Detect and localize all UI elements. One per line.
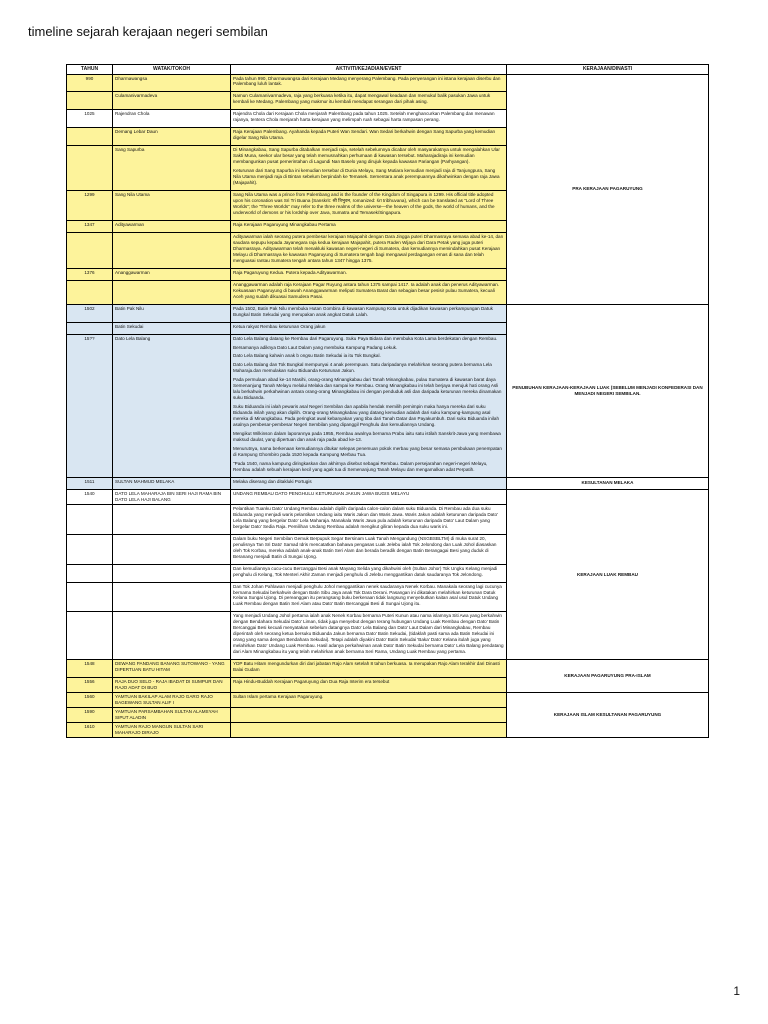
header-kingdom: KERAJAAN/DINASTI: [507, 65, 709, 75]
row-event: [231, 110, 507, 128]
row-year: [67, 564, 113, 582]
event-paragraph: Raja Kerajaan Palembang. Ayahanda kepada Puteri Wan Sendari. Wan Sedari berkahwin dengan Sang Sapurba yang kemudian digelar Sang Nila Utama.: [233, 129, 496, 141]
row-event: [231, 334, 507, 477]
row-figure: Demang Lebar Daun: [113, 128, 231, 146]
event-paragraph: Namun Culamanivarmadeva, raja yang berkuasa ketika itu, dapat mengawal keadaan dan memukul balik pasukan Jawa untuk kembali ke Medang. Palembang yang makmur itu kembali mendapat serangan dari pihak asing.: [233, 93, 491, 105]
row-figure: Ananggawarman: [113, 268, 231, 280]
row-event: [231, 477, 507, 489]
event-paragraph: YDP Batu Hitam mengundurkan diri dari jabatan Rajo Alam setelah 8 tahun berkuasa. Ia merupakan Rajo Alam terakhir dari Dinasti Balai Gudam: [233, 661, 500, 673]
kingdom-cell: KERAJAAN LUAK REMBAU: [507, 489, 709, 659]
event-paragraph: Dato Lela Balang dan Tok Bungkal mempunyai 4 anak perempuan. Satu daripadanya melahirkan seorang putera bernama Lela Maharaja.dan memulakan suku Biduanda Keturunan Jakun.: [233, 362, 492, 374]
row-event: [231, 564, 507, 582]
event-paragraph: Pelantikan Tuanku Dato' Undang Rembau adalah dipilih daripada calon-calon dalam suku Biduanda. Di Rembau ada dua suku Biduanda yang menjadi waris pelantikan Undang iaitu Waris Jakun dan Waris Jawa. Waris Jakun adalah keturunan daripada Dato' Lela Balang yang bergelar Dato' Lela Maharaja. Manakala Waris Jawa pula adalah keturunan daripada Dato' Laut Dalam yang bergelar Dato' Sedia Raja. Pemilihan Undang Rembau adalah mengikut giliran kepada dua suku waris ini.: [233, 505, 498, 529]
row-event: [231, 660, 507, 678]
row-year: [67, 280, 113, 304]
row-year: 1610: [67, 722, 113, 737]
row-year: 1548: [67, 660, 113, 678]
kingdom-cell: KERAJAAN ISLAM KESULTANAN PAGARUYUNG: [507, 693, 709, 738]
row-figure: [113, 280, 231, 304]
table-row: [67, 304, 709, 322]
row-figure: Culamanivarmadeva: [113, 92, 231, 110]
event-paragraph: Dato Lela Balang kahwin anak b ongsu Batin Sekudai ia itu Tok Bungkal.: [233, 353, 381, 359]
row-year: [67, 582, 113, 612]
event-paragraph: Sang Nila Utama was a prince from Palembang and is the founder of the Kingdom of Singapura in 1299. His official title adopted upon his coronation was Sri Tri Buana (Sanskrit: श्री त्रिभुवन, romanized: śrī tribhuvana), which can be translated as "Lord of Three Worlds"; the "Three Worlds" may refer to the three realms of the universe—the heaven of the gods, the world of humans, and the underworld of demons or his lordship over Java, Sumatra and Temasek/Singapura.: [233, 192, 495, 215]
timeline-body: [67, 74, 709, 737]
event-paragraph: Di Minangkabau, Sang Sapurba ditabalkan menjadi raja, setelah sebelumnya dicabar oleh masyarakatnya untuk mengalahkan Ular Sakti Muna, seekor ular besar yang telah memusnahkan perhumaan di kawasan tersebut. Maharajadiraja ini kemudian membangunkan pusat pemerintahan di Lagundi Nan Baselo yang dirujuk kepada kawasan Pariangan (Parhyangan).: [233, 147, 500, 165]
event-paragraph: Raja Hindu-Buddah Kerajaan Pagaruyung dan Dua Raja Interim era tersebut: [233, 679, 390, 685]
row-event: [231, 232, 507, 268]
row-figure: [113, 504, 231, 534]
row-figure: [113, 612, 231, 660]
row-event: [231, 708, 507, 723]
row-year: 1376: [67, 268, 113, 280]
row-figure: YAMTUAN RAJO MANGUN SULTAN SARI MAHARAJO DIRAJO: [113, 722, 231, 737]
event-paragraph: Pada 1502, Batin Pak Nilu membuka Hutan Gombira di kawasan Kampung Kota untuk dijadikan kawasan perkampungan Datuk Bungkal Batin Sekudai yang merupakan anak angkat Datuk Lalah.: [233, 305, 493, 317]
row-event: [231, 304, 507, 322]
row-figure: Rajendran Chola: [113, 110, 231, 128]
kingdom-cell: PRA KERAJAAN PAGARUYUNG: [507, 74, 709, 304]
kingdom-cell: KERAJAAN PAGARUYUNG PRA-ISLAM: [507, 660, 709, 693]
row-event: [231, 74, 507, 92]
row-year: 1560: [67, 693, 113, 708]
row-year: [67, 504, 113, 534]
table-row: [67, 74, 709, 92]
event-paragraph: Raja Pagaruyung Kedua. Putera kepada Adityawarman.: [233, 269, 347, 275]
event-paragraph: Dalam buku Negeri Sembilan Gemuk Berpupuk Segar Bersinam Luak Tanah Mengandung (NSGBSBLTM) di muka surat 20, penulisnya Tan Sri Dato' Samad Idris mencatatkan bahawa pengasas Luak Jelebu ialah Tok Jelondong dan Luak Johol diasaskan oleh Tok Korbau, mereka adalah anak-anak Batin Seri Alam dan berada beradik dengan Batin Berangagai Besi yang duduk di Beranang menjadi Batin di Sungai Ujong.: [233, 535, 497, 559]
row-year: [67, 92, 113, 110]
row-figure: [113, 534, 231, 564]
event-paragraph: Menurutnya, nama berkenaan kemudiannya ditukar selepas penemuan pokok merbau yang besar semasa pembukaan penempatan di Kampung Ghombiro pada 1520 kepada Kampung Merbau Tua.: [233, 446, 502, 458]
row-year: [67, 128, 113, 146]
row-year: 1025: [67, 110, 113, 128]
row-figure: Dharmawangsa: [113, 74, 231, 92]
row-figure: Adityawarman: [113, 220, 231, 232]
row-event: [231, 280, 507, 304]
row-event: [231, 678, 507, 693]
event-paragraph: Bersamanya adiknya Dato Laut Dalam yang membuka Kampung Padang Lekuk.: [233, 344, 398, 350]
event-paragraph: Suku Biduanda ini ialah pewaris asal Negeri Sembilan dan apabila hendak memilih pemimpin maka hanya mereka dari suku Biduanda inilah yang akan dipilih. Orang-orang Minangkabau yang datang kemudian adalah dari suku kampung-kampung asal mereka di Minangkabau. Pada peringkat awal kebanyakan yang tiba dari Tanah Datar dan Payakumbuh. Dari suku Biduanda inilah asalnya pembesar-pembesar Negeri Sembilan yang dipanggil Penghulu dan kemudiannya Undang.: [233, 404, 500, 428]
row-figure: YAMTUAN PARSAMBAHAN SULTAN ALAMSYAH SIPUT ALADIN: [113, 708, 231, 723]
row-figure: YAMTUAN BAKILAP ALAM RAJO GARO RAJO BAGEWANG SULTAN ALIF I: [113, 693, 231, 708]
event-paragraph: Ananggawarman adalah raja Kerajaan Pagar Ruyung antara tahun 1375 sampai 1417. Ia adalah anak dan penerus Adityawarman. Kekuasaan Pagaruyung di bawah Ananggawarman meliputi Sumatera Barat dan sebagian besar pesisir pulau Sumatera, kecuali Aceh yang sudah dikuasai Samudera Pasai.: [233, 281, 500, 299]
row-year: 1540: [67, 489, 113, 504]
row-year: [67, 534, 113, 564]
event-paragraph: Pada tahun 990, Dharmawangsa dari Kerajaan Medang menyerang Palembang. Pada penyerangan ini istana kerajaan diserbu dan Palembang luluh lantak.: [233, 75, 501, 87]
row-year: 1556: [67, 678, 113, 693]
header-row: [67, 65, 709, 75]
kingdom-cell: KESULTANAN MELAKA: [507, 477, 709, 489]
row-event: [231, 268, 507, 280]
row-figure: [113, 232, 231, 268]
row-event: [231, 220, 507, 232]
event-paragraph: "Pada 1540, nama kampung diringkaskan dan akhirnya disebut sebagai Rembau. Dalam persejarahan negeri-negeri Melayu, Rembau adalah sebuah kerajaan kecil yang agak tua di Semenanjung Tanah Melayu dan mengamalkan adat Perpatih.: [233, 461, 488, 472]
row-event: [231, 146, 507, 191]
row-figure: DATO LELA MAHARAJA BIN SERI HAJI RAMA BIN DATO LELA HAJI BALANG: [113, 489, 231, 504]
event-paragraph: Melaka diserang dan ditakluki Portugis: [233, 478, 312, 484]
row-figure: Sang Sapurba: [113, 146, 231, 191]
row-year: 1502: [67, 304, 113, 322]
header-year: TAHUN: [67, 65, 113, 75]
event-paragraph: Dato Lela Balang datang ke Rembau dari Pagaruyung. Suku Paya Bidara dan membuka Kota Lama berdekatan dengan Rembau.: [233, 335, 498, 341]
event-paragraph: Mengikut Wilkinson dalam laporannya pada 1955, Rembau awalnya bernama Prabu iaitu satu istilah Sanskrit-Jawa yang membawa maksud daulat, yang dipertuan dan anak raja pada abad ke-13.: [233, 431, 501, 443]
row-figure: Dato Lela Balang: [113, 334, 231, 477]
event-paragraph: Sultan Islam pertama Kerajaan Pagaruyung.: [233, 694, 324, 700]
event-paragraph: Pada permulaan abad ke-14 Masihi, orang-orang Minangkabau dari Tanah Minangkabau, pulau Sumatera di kawasan barat daya Semenanjung Tanah Melayu melalui Melaka dan sampai ke Rembau. Orang Minangkabau ini telah berjaya merujuk hati orang Asli lalu berkahwin perkahwinan antara orang-orang Minangkabau ini dengan penduduk asli dan daripada keturunan mereka dinamakan suku Biduanda.: [233, 377, 502, 401]
row-figure: Batin Pak Nilu: [113, 304, 231, 322]
row-year: 1511: [67, 477, 113, 489]
table-row: [67, 693, 709, 708]
table-row: [67, 489, 709, 504]
timeline-table: [66, 64, 709, 738]
header-figure: WATAK/TOKOH: [113, 65, 231, 75]
row-year: 1347: [67, 220, 113, 232]
row-event: [231, 693, 507, 708]
row-event: [231, 92, 507, 110]
row-event: [231, 612, 507, 660]
table-row: [67, 477, 709, 489]
row-figure: [113, 564, 231, 582]
table-row: [67, 660, 709, 678]
row-event: [231, 322, 507, 334]
row-year: 1590: [67, 708, 113, 723]
row-year: [67, 612, 113, 660]
row-figure: SULTAN MAHMUD MELAKA: [113, 477, 231, 489]
kingdom-cell: PENUBUHAN KERAJAAN-KERAJAAN LUAK (SEBELUM MENJADI KONFEDERASI DAN MENJADI NEGERI SEMBILAN.: [507, 304, 709, 477]
event-paragraph: Ketua rakyat Rembau keturunan Orang jakun: [233, 323, 326, 329]
row-year: [67, 232, 113, 268]
row-year: 15??: [67, 334, 113, 477]
row-year: 990: [67, 74, 113, 92]
row-figure: Sang Nila Utama: [113, 191, 231, 221]
row-figure: [113, 582, 231, 612]
row-event: [231, 128, 507, 146]
row-year: [67, 322, 113, 334]
event-paragraph: Keturunan dari Sang Sapurba ini kemudian tersebar di Dunia Melayu, Sang Mutiara kemudian menjadi raja di Tanjungpura, Sang Nila Utama menjadi raja di Bintan sebelum berpindah ke Temasek. Sementara anak perempuannya dikahwinkan dengan raja Jawa (Majapahit).: [233, 168, 500, 186]
row-event: [231, 534, 507, 564]
row-year: [67, 146, 113, 191]
event-paragraph: UNDANG REMBAU DATO PENGHULU KETURUNAN JAKUN JAWA BUGIS MELAYU: [233, 490, 410, 496]
row-figure: Batin Sekudai: [113, 322, 231, 334]
event-paragraph: Yang menjadi Undang Johol pertama ialah anak Nenek Korbau bernama Puteri Kunun atau nama islamnya Siti Awa yang berkahwin dengan Bendahara Sekudai Dato' Liman, tidak juga menyebut dengan terang hubungan Undang Luak Rembau dengan Dato' Batin Bercanggai Besi kecuali menyatakan sebelum datangnya Dato' Lela Balang dan Dato' Laut Dalam dari Minangkabau, Rembau diperintah oleh seorang ketua bersuku Biduanda Jakun bernama Dato' Batin Sekudai, (tidaklah pasti sama ada Batin Sekudai ini orang yang sama dengan Bendahara Sekudai). Tetapi adalah diyakini Dato' Batin Sekudai 'Baka' Dato' Kelana itulah juga yang melahirkan Dato' Undang Luak Rembau. Hasil adanya perkahwinan anak Dato' Batin Sekudai bernama Dato' Lela Balang pendatang dari Alam Minangkabau itu yang telah melahirkan anak bernama Seri Rama, Undang Luak Rembau yang pertama.: [233, 613, 504, 655]
page-number: 1: [733, 984, 740, 998]
row-year: 1299: [67, 191, 113, 221]
event-paragraph: Dan kemudiannya cucu-cucu Bercanggai Besi anak Mayang Selida yang dikahwini oleh (Sultan Johor) Tok Ungku Kelang menjadi penghulu di Kelang, Tok Menteri Akhir Zaman menjadi penghulu di Jelebu menggantikan datuk saudaranya Tok Jelondong.: [233, 565, 498, 577]
page-title: timeline sejarah kerajaan negeri sembilan: [28, 24, 268, 39]
row-figure: DEWANG PANDANG BANANG SUTOWANO - YANG DIPERTUAN BATU HITAM: [113, 660, 231, 678]
row-event: [231, 191, 507, 221]
row-figure: RAJA DUO SELO - RAJA IBADAT DI SUMPUR DAN RAJO ADAT DI BUO: [113, 678, 231, 693]
header-event: AKTIVITI/KEJADIAN/EVENT: [231, 65, 507, 75]
row-event: [231, 504, 507, 534]
event-paragraph: Adityawarman ialah seorang putera pembesar kerajaan Majapahit dengan Dara Jingga puteri Dharmasraya semasa abad ke-14, dan saudara sepupu kepada Jayanegara raja kedua kerajaan Majapahit, putera Raden Wijaya dari Dara Petak yang juga puteri Dharmasraya. Adityawarman telah menakluki kawasan negeri-negeri di Sumatera, dan kemudiannya memindahkan pusat Kerajaan Melayu di Dharmasraya ke kawasan Pagaruyung di Sumatera tengah bagi mengawal perdagangan emas di sana dan telah menguasai rantau Sumatera tengah antara tahun 1347 hingga 1375.: [233, 233, 504, 263]
event-paragraph: Dan Tok Johan Pahlawan menjadi penghulu Johol menggantikan nenek saudaranya Nenek Korbau. Manakala seorang lagi cucunya bernama Sekudai berkahwin dengan Batin Sibu Jaya anak Tok Dara Derani. Pasangan ini dikatakan melahirkan keturunan Datuk Kelana Sungai Ujong. Di pereanggan itu perangsang buku berkenaan tidak langsung menyebutkan kaitan asal usul Datuk Undang Luak Rembau dengan Batin Seri Alam atau Dato' Batin Bercanggai Besi di Sungai Ujong itu.: [233, 583, 502, 607]
row-event: [231, 722, 507, 737]
event-paragraph: Raja Kerajaan Pagaruyung Minangkabau Pertama: [233, 221, 336, 227]
row-event: [231, 489, 507, 504]
row-event: [231, 582, 507, 612]
event-paragraph: Rajendra Chola dari Kerajaan Chola menjarah Palembang pada tahun 1025. Setelah menghancurkan Palembang dan menawan rajanya, tentera Chola menjarah harta kerajaan yang melimpah ruah sebagai harta rampasan perang.: [233, 111, 495, 123]
